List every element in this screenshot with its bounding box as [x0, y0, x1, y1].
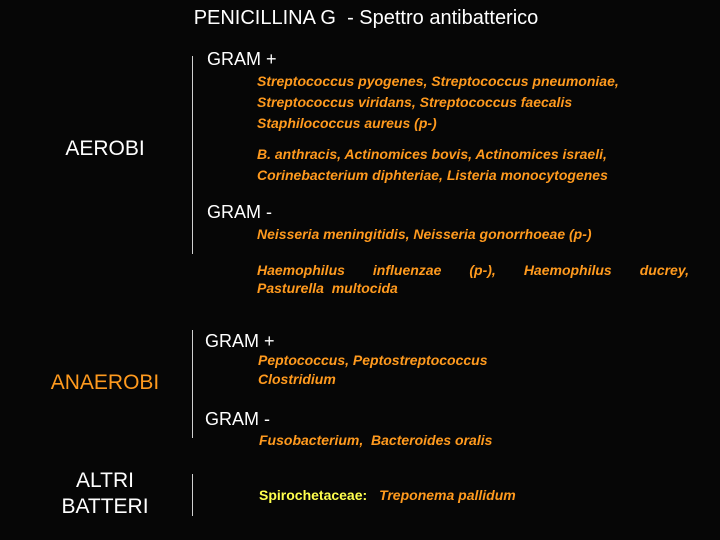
bacteria-word: influenzae	[372, 262, 442, 278]
bacteria-line: Peptococcus, Peptostreptococcus	[258, 352, 488, 368]
page-title: PENICILLINA G - Spettro antibatterico	[193, 7, 539, 29]
divider-anaerobi	[192, 330, 193, 438]
category-label-line: BATTERI	[61, 495, 149, 518]
aerobi-gram-negative-line-neisseria: Neisseria meningitidis, Neisseria gonorrhoeae (p-)	[257, 226, 592, 242]
aerobi-gram-negative-label: GRAM -	[207, 202, 272, 222]
bacteria-word: (p-),	[469, 262, 496, 278]
bacteria-word: ducrey,	[639, 262, 689, 278]
anaerobi-gram-negative-line: Fusobacterium, Bacteroides oralis	[259, 432, 493, 448]
aerobi-gram-negative-line-pasturella: Pasturella multocida	[257, 280, 398, 296]
bacteria-line: Clostridium	[258, 371, 336, 387]
bacteria-line: Staphilococcus aureus (p-)	[257, 115, 437, 131]
altri-batteri-line	[259, 485, 516, 506]
category-label-line: ALTRI	[76, 469, 134, 492]
anaerobi-gram-positive-list	[258, 351, 488, 389]
category-aerobi: AEROBI	[65, 137, 145, 160]
category-altri-batteri	[10, 468, 200, 520]
bacteria-word: Haemophilus	[257, 262, 345, 278]
bacteria-line: B. anthracis, Actinomices bovis, Actinomices israeli,	[257, 146, 607, 162]
spirochetaceae-family: Spirochetaceae:	[259, 487, 368, 503]
aerobi-gram-positive-label: GRAM +	[207, 49, 277, 69]
divider-aerobi	[192, 56, 193, 254]
bacteria-line: Streptococcus viridans, Streptococcus faecalis	[257, 94, 573, 110]
anaerobi-gram-positive-label: GRAM +	[205, 331, 275, 351]
bacteria-line: Corinebacterium diphteriae, Listeria monocytogenes	[257, 167, 608, 183]
anaerobi-gram-negative-label: GRAM -	[205, 409, 270, 429]
bacteria-line: Streptococcus pyogenes, Streptococcus pneumoniae,	[257, 73, 619, 89]
aerobi-gram-positive-list	[257, 71, 619, 134]
category-anaerobi: ANAEROBI	[50, 371, 160, 394]
aerobi-gram-positive-list-2	[257, 144, 608, 186]
treponema-species: Treponema pallidum	[379, 487, 516, 503]
divider-altri	[192, 474, 193, 516]
bacteria-word: Haemophilus	[523, 262, 612, 278]
